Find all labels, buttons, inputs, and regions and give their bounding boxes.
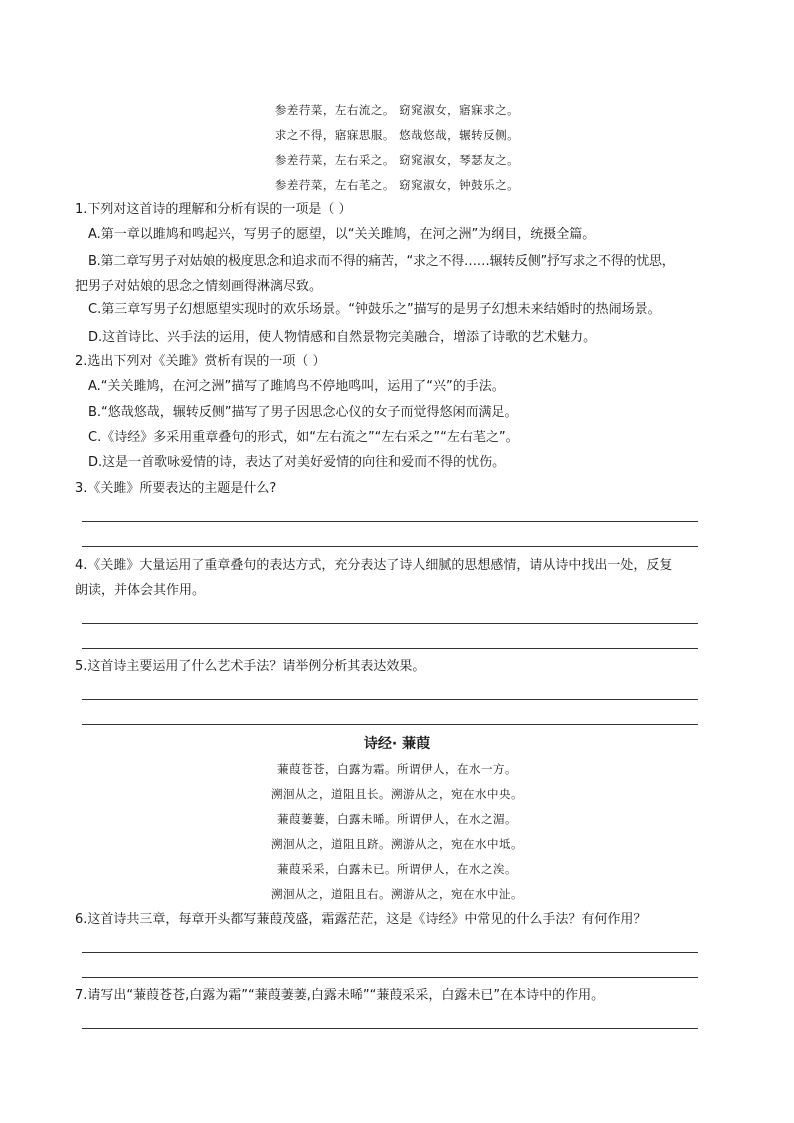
question-1-option-b-cont: 把男子对姑娘的思念之情刻画得淋漓尽致。 xyxy=(75,279,323,294)
poem1-line-4: 参差荇菜，左右芼之。 窈窕淑女，钟鼓乐之。 xyxy=(274,178,520,192)
question-5-stem: 5.这首诗主要运用了什么艺术手法？请举例分析其表达效果。 xyxy=(75,659,426,674)
poem1-line-2: 求之不得，寤寐思服。 悠哉悠哉，辗转反侧。 xyxy=(274,128,520,142)
poem2-line-2: 溯洄从之，道阻且长。溯游从之，宛在水中央。 xyxy=(271,787,523,801)
question-2-option-c: C.《诗经》多采用重章叠句的形式，如“左右流之”“左右采之”“左右芼之”。 xyxy=(88,430,519,445)
question-2-option-a: A.“关关雎鸠，在河之洲”描写了雎鸠鸟不停地鸣叫，运用了“兴”的手法。 xyxy=(88,379,505,394)
question-2-stem: 2.选出下列对《关雎》赏析有误的一项（ ） xyxy=(75,354,326,369)
poem2-line-1: 蒹葭苍苍，白露为霜。所谓伊人，在水一方。 xyxy=(277,762,517,776)
question-6-stem: 6.这首诗共三章，每章开头都写蒹葭茂盛，霜露茫茫，这是《诗经》中常见的什么手法？有何作用？ xyxy=(75,912,647,927)
question-7-stem: 7.请写出“蒹葭苍苍,白露为霜”“蒹葭萋萋,白露未晞”“蒹葭采采，白露未已”在本诗中的作用。 xyxy=(75,988,605,1003)
poem2-line-6: 溯洄从之，道阻且右。溯游从之，宛在水中沚。 xyxy=(271,887,523,901)
question-4-stem-cont: 朗读，并体会其作用。 xyxy=(75,583,206,598)
question-3-stem: 3.《关雎》所要表达的主题是什么? xyxy=(75,481,277,496)
poem2-line-5: 蒹葭采采，白露未已。所谓伊人，在水之涘。 xyxy=(277,862,517,876)
answer-line[interactable] xyxy=(82,699,698,700)
answer-line[interactable] xyxy=(82,648,698,649)
poem1-line-1: 参差荇菜，左右流之。 窈窕淑女，寤寐求之。 xyxy=(274,103,520,117)
poem2-line-3: 蒹葭萋萋，白露未晞。所谓伊人，在水之湄。 xyxy=(277,812,517,826)
question-1-option-b: B.第二章写男子对姑娘的极度思念和追求而不得的痛苦，“求之不得……辗转反侧”抒写求之不得的忧思， xyxy=(88,254,675,269)
poem2-title: 诗经· 蒹葭 xyxy=(363,736,431,752)
answer-line[interactable] xyxy=(82,546,698,547)
poem1-line-3: 参差荇菜，左右采之。 窈窕淑女，琴瑟友之。 xyxy=(274,153,520,167)
answer-line[interactable] xyxy=(82,1028,698,1029)
question-1-stem: 1.下列对这首诗的理解和分析有误的一项是（ ） xyxy=(75,202,352,217)
question-1-option-c: C.第三章写男子幻想愿望实现时的欢乐场景。“钟鼓乐之”描写的是男子幻想未来结婚时的热闹场景。 xyxy=(88,302,661,317)
answer-line[interactable] xyxy=(82,952,698,953)
question-2-option-d: D.这是一首歌咏爱情的诗，表达了对美好爱情的向往和爱而不得的忧伤。 xyxy=(88,455,506,470)
question-1-option-a: A.第一章以雎鸠和鸣起兴，写男子的愿望，以“关关雎鸠，在河之洲”为纲目，统摄全篇。 xyxy=(88,227,596,242)
answer-line[interactable] xyxy=(82,623,698,624)
question-4-stem: 4.《关雎》大量运用了重章叠句的表达方式，充分表达了诗人细腻的思想感情，请从诗中找出一处，反复 xyxy=(75,558,673,573)
answer-line[interactable] xyxy=(82,977,698,978)
answer-line[interactable] xyxy=(82,724,698,725)
poem2-line-4: 溯洄从之，道阻且跻。溯游从之，宛在水中坻。 xyxy=(271,837,523,851)
question-1-option-d: D.这首诗比、兴手法的运用，使人物情感和自然景物完美融合，增添了诗歌的艺术魅力。 xyxy=(88,330,597,345)
question-2-option-b: B.“悠哉悠哉，辗转反侧”描写了男子因思念心仪的女子而觉得悠闲而满足。 xyxy=(88,405,518,420)
answer-line[interactable] xyxy=(82,521,698,522)
